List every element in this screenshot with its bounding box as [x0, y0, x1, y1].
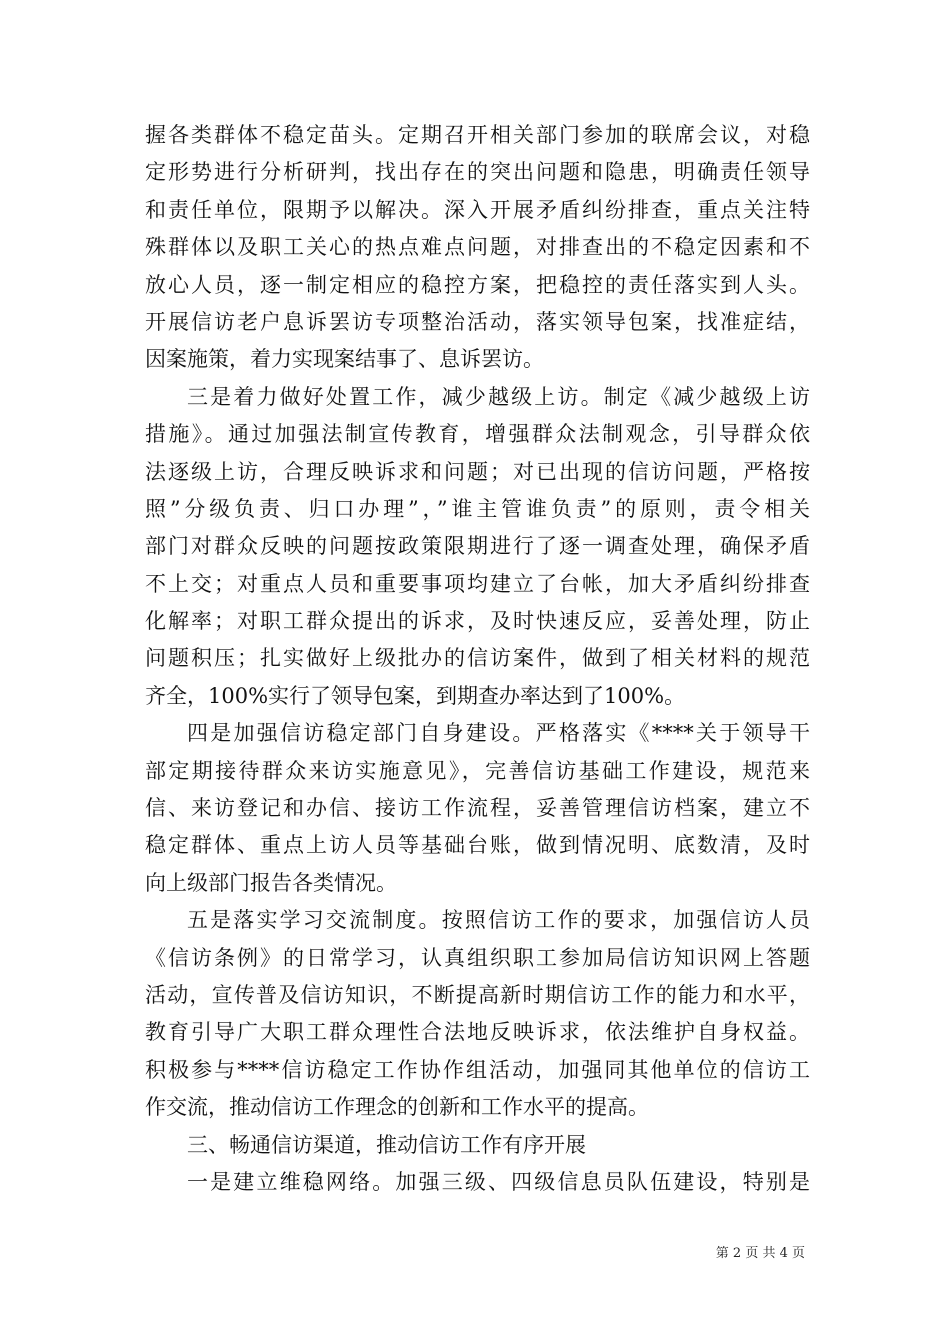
text-line: 和责任单位，限期予以解决。深入开展矛盾纠纷排查，重点关注特	[145, 197, 810, 222]
text-line: 放心人员，逐一制定相应的稳控方案，把稳控的责任落实到人头。	[145, 272, 810, 297]
paragraph-start-line: 五是落实学习交流制度。按照信访工作的要求，加强信访人员	[187, 908, 810, 933]
text-line: 法逐级上访，合理反映诉求和问题；对已出现的信访问题，严格按	[145, 459, 810, 484]
text-line: 化解率；对职工群众提出的诉求，及时快速反应，妥善处理，防止	[145, 609, 810, 634]
page-number-footer: 第 2 页 共 4 页	[715, 1246, 805, 1261]
text-line: 信、来访登记和办信、接访工作流程，妥善管理信访档案，建立不	[145, 796, 810, 821]
text-line: 不上交；对重点人员和重要事项均建立了台帐，加大矛盾纠纷排查	[145, 571, 810, 596]
text-line: 定形势进行分析研判，找出存在的突出问题和隐患，明确责任领导	[145, 160, 810, 185]
body-text	[145, 117, 810, 1201]
text-line: 《信访条例》的日常学习，认真组织职工参加局信访知识网上答题	[145, 945, 810, 970]
text-line: 作交流，推动信访工作理念的创新和工作水平的提高。	[145, 1095, 649, 1120]
text-line: 教育引导广大职工群众理性合法地反映诉求，依法维护自身权益。	[145, 1020, 810, 1045]
text-line: 部定期接待群众来访实施意见》，完善信访基础工作建设，规范来	[145, 758, 810, 783]
text-line: 因案施策，着力实现案结事了、息诉罢访。	[145, 347, 544, 372]
paragraph-start-line: 四是加强信访稳定部门自身建设。严格落实《****关于领导干	[187, 721, 810, 746]
text-line: 积极参与****信访稳定工作协作组活动，加强同其他单位的信访工	[145, 1057, 810, 1082]
text-line: 殊群体以及职工关心的热点难点问题，对排查出的不稳定因素和不	[145, 235, 810, 260]
text-line: 问题积压；扎实做好上级批办的信访案件，做到了相关材料的规范	[145, 646, 810, 671]
text-line: 照”分级负责、归口办理”，”谁主管谁负责”的原则，责令相关	[145, 496, 810, 521]
text-line: 向上级部门报告各类情况。	[145, 870, 397, 895]
text-line: 稳定群体、重点上访人员等基础台账，做到情况明、底数清，及时	[145, 833, 810, 858]
text-line: 开展信访老户息诉罢访专项整治活动，落实领导包案，找准症结，	[145, 309, 810, 334]
text-line: 握各类群体不稳定苗头。定期召开相关部门参加的联席会议，对稳	[145, 123, 810, 147]
text-line: 措施》。通过加强法制宣传教育，增强群众法制观念，引导群众依	[145, 422, 810, 447]
text-line: 齐全，100%实行了领导包案，到期查办率达到了100%。	[145, 683, 686, 708]
text-line: 部门对群众反映的问题按政策限期进行了逐一调查处理，确保矛盾	[145, 534, 810, 559]
paragraph-start-line: 一是建立维稳网络。加强三级、四级信息员队伍建设，特别是	[187, 1169, 810, 1194]
text-line: 活动，宣传普及信访知识，不断提高新时期信访工作的能力和水平，	[145, 982, 810, 1007]
paragraph-start-line: 三是着力做好处置工作，减少越级上访。制定《减少越级上访	[187, 384, 810, 409]
section-heading: 三、畅通信访渠道，推动信访工作有序开展	[187, 1132, 586, 1157]
